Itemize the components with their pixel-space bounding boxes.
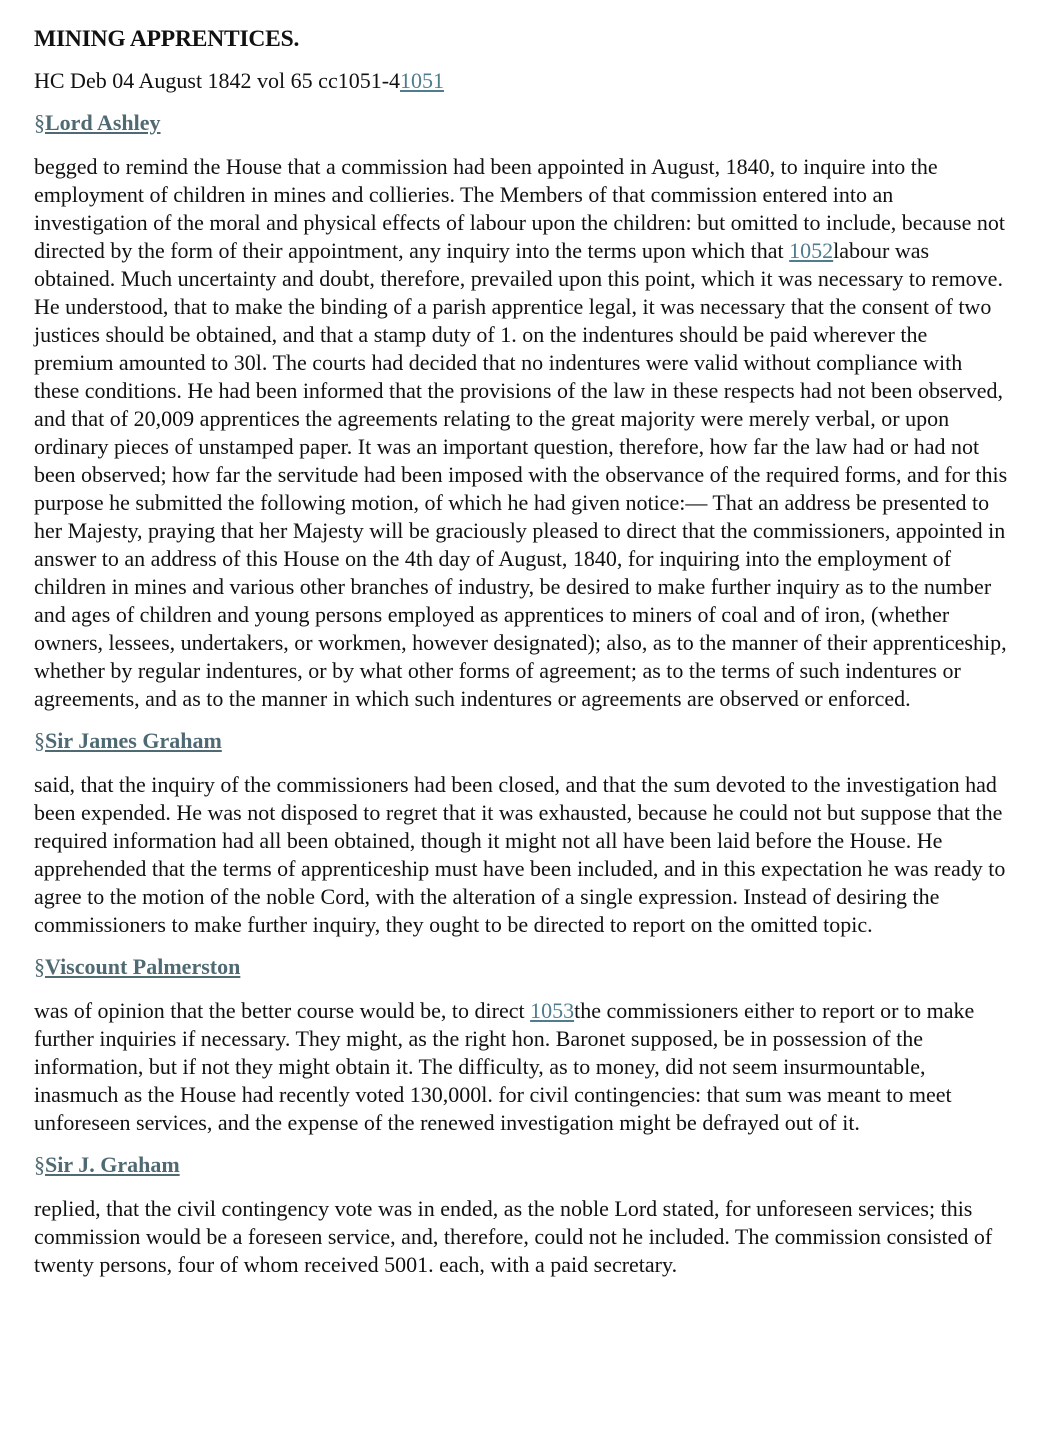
speech-segment: labour was obtained. Much uncertainty and doubt, therefore, prevailed upon this point, which it was necessary to remove. He understood, that to make the binding of a parish apprentice legal, it was necessary that the consent of two justices should be obtained, and that a stamp duty of 1. on the indentures should be paid wherever the premium amounted to 30l. The courts had decided that no indentures were valid without compliance with these conditions. He had been informed that the provisions of the law in these respects had not been observed, and that of 20,009 apprentices the agreements relating to the great majority were merely verbal, or upon ordinary pieces of unstamped paper. It was an important question, therefore, how far the law had or had not been observed; how far the servitude had been imposed with the observance of the required forms, and for this purpose he submitted the following motion, of which he had given notice:— That an address be presented to her Majesty, praying that her Majesty will be graciously pleased to direct that the commissioners, appointed in answer to an address of this House on the 4th day of August, 1840, for inquiring into the employment of children in mines and various other branches of industry, be desired to make further inquiry as to the number and ages of children and young persons employed as apprentices to miners of coal and of iron, (whether owners, lessees, undertakers, or workmen, however designated); also, as to the manner of their apprenticeship, whether by regular indentures, or by what other forms of agreement; as to the terms of such indentures or agreements, and as to the manner in which such indentures or agreements are observed or enforced. [34,238,1008,711]
reference-text: HC Deb 04 August 1842 vol 65 cc1051-4 [34,68,401,93]
section-sign: § [34,1152,45,1177]
speech-text [34,153,1008,713]
speaker-link-viscount-palmerston[interactable]: Viscount Palmerston [45,954,241,979]
column-link-1051[interactable]: 1051 [400,68,445,93]
section-sign: § [34,110,45,135]
speaker-link-sir-james-graham[interactable]: Sir James Graham [45,728,222,753]
speech-text [34,1195,1008,1279]
speech-text [34,997,1008,1137]
speech-segment: the commissioners either to report or to make further inquiries if necessary. They might, as the right hon. Baronet supposed, be in possession of the information, but if not they might obtain it. The difficulty, as to money, did not seem insurmountable, inasmuch as the House had recently voted 130,000l. for civil contingencies: that sum was meant to meet unforeseen services, and the expense of the renewed investigation might be defrayed out of it. [34,998,975,1135]
page-title: MINING APPRENTICES. [34,26,300,52]
speaker-heading [34,727,1008,755]
column-link-1052[interactable]: 1052 [789,238,834,263]
speaker-heading [34,1151,1008,1179]
speaker-link-lord-ashley[interactable]: Lord Ashley [45,110,161,135]
section-sign: § [34,728,45,753]
speech-text [34,771,1008,939]
debate-reference [34,67,1008,95]
speech-segment: said, that the inquiry of the commissioners had been closed, and that the sum devoted to the investigation had been expended. He was not disposed to regret that it was exhausted, because he could not but suppose that the required information had all been obtained, though it might not all have been laid before the House. He apprehended that the terms of apprenticeship must have been included, and in this expectation he was ready to agree to the motion of the noble Cord, with the alteration of a single expression. Instead of desiring the commissioners to make further inquiry, they ought to be directed to report on the omitted topic. [34,772,1006,937]
speaker-heading [34,953,1008,981]
speech-segment: begged to remind the House that a commission had been appointed in August, 1840, to inquire into the employment of children in mines and collieries. The Members of that commission entered into an investigation of the moral and physical effects of labour upon the children: but omitted to include, because not directed by the form of their appointment, any inquiry into the terms upon which that [34,154,1005,263]
speech-segment: was of opinion that the better course would be, to direct [34,998,531,1023]
column-link-1053[interactable]: 1053 [530,998,575,1023]
speech-segment: replied, that the civil contingency vote was in ended, as the noble Lord stated, for unforeseen services; this commission would be a foreseen service, and, therefore, could not he included. The commission consisted of twenty persons, four of whom received 5001. each, with a paid secretary. [34,1196,993,1277]
speaker-heading [34,109,1008,137]
section-sign: § [34,954,45,979]
speaker-link-sir-j-graham[interactable]: Sir J. Graham [45,1152,180,1177]
